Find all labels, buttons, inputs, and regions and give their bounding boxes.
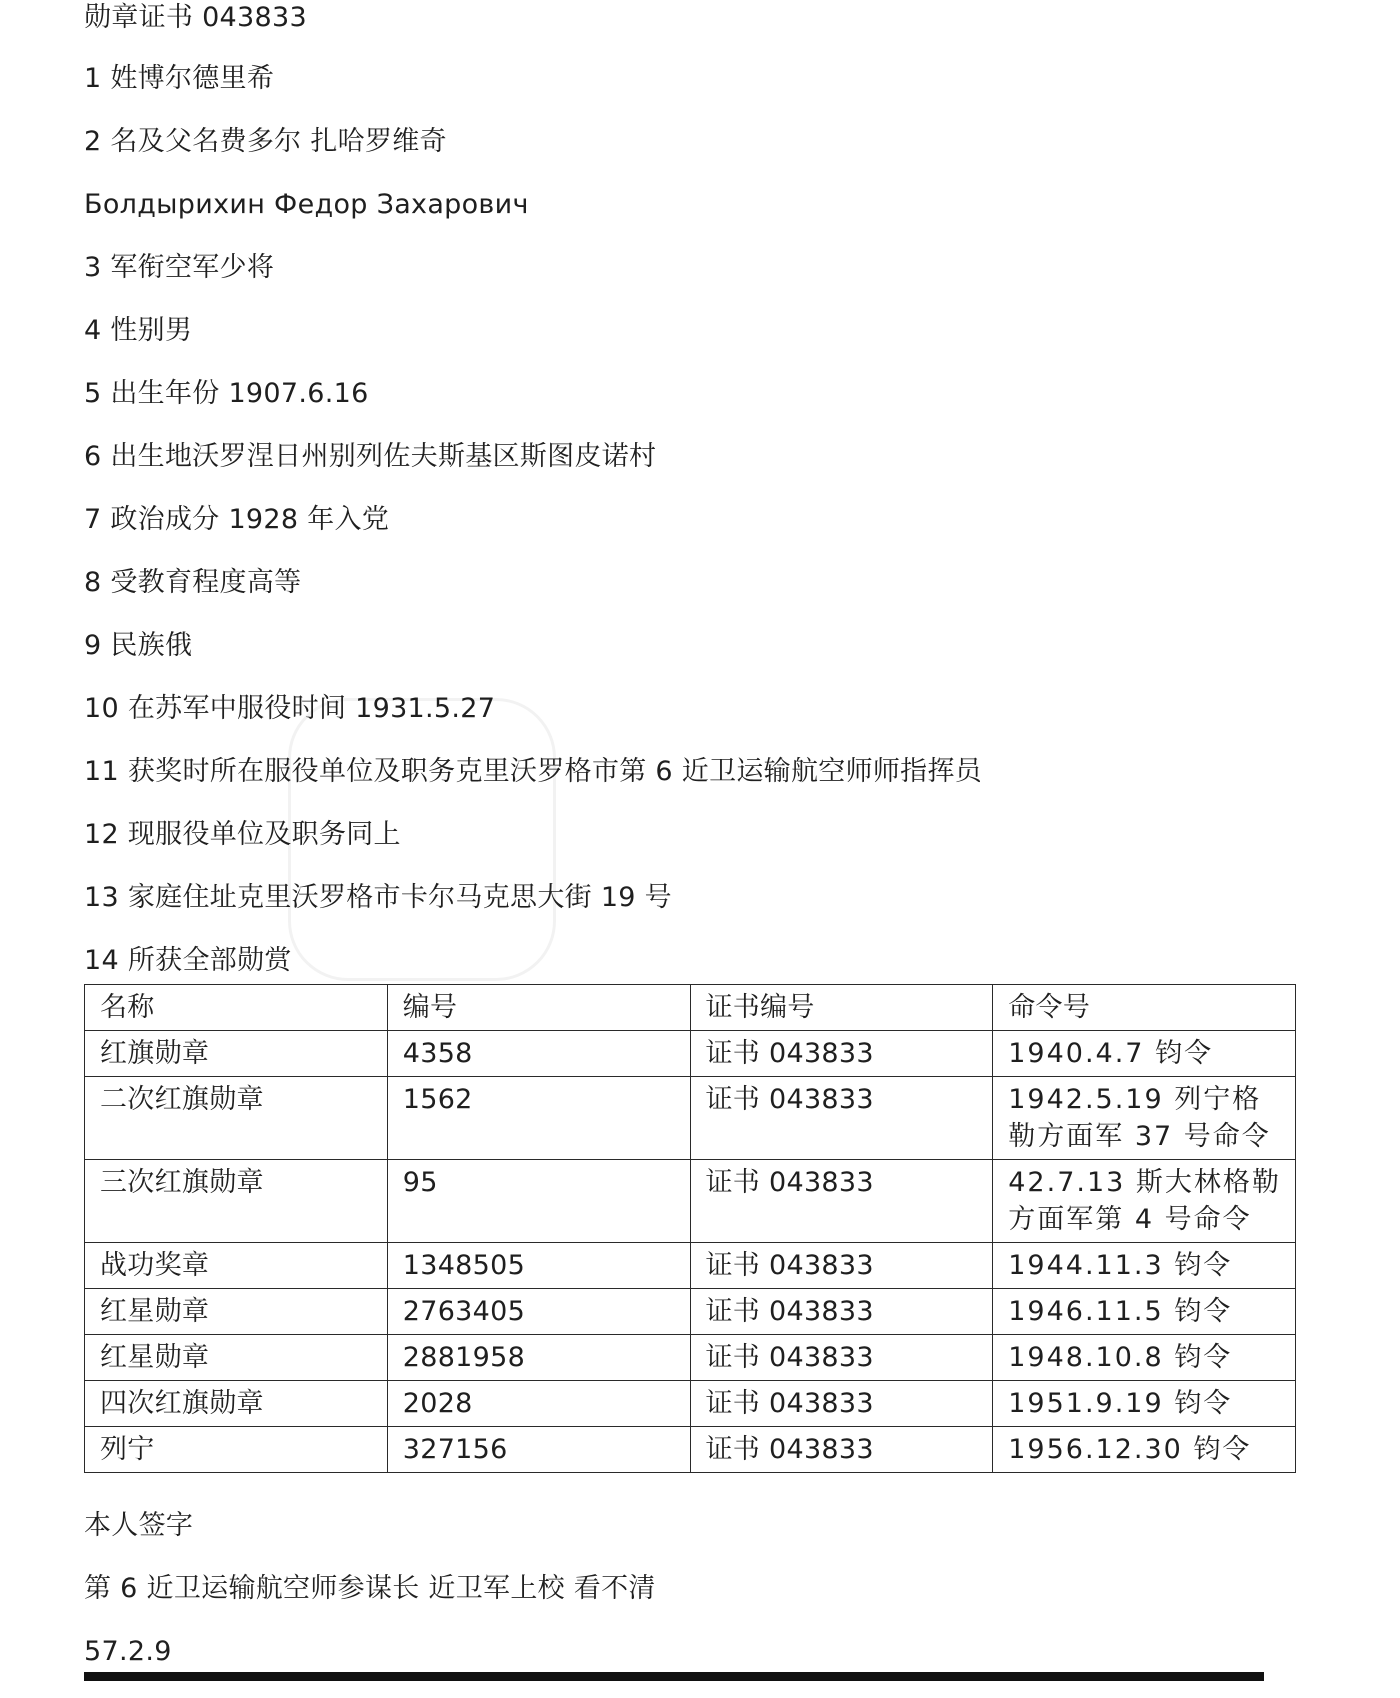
award-number: 327156 — [387, 1427, 690, 1473]
award-number: 4358 — [387, 1031, 690, 1077]
column-header: 编号 — [387, 985, 690, 1031]
award-name: 三次红旗勋章 — [85, 1160, 388, 1243]
bottom-divider — [84, 1672, 1264, 1681]
award-number: 2881958 — [387, 1335, 690, 1381]
table-row — [85, 1289, 1296, 1335]
signature-label: 本人签字 — [84, 1510, 194, 1541]
award-number: 1348505 — [387, 1243, 690, 1289]
field-education: 8 受教育程度高等 — [84, 567, 302, 598]
certificate-number: 证书 043833 — [690, 1381, 993, 1427]
column-header: 证书编号 — [690, 985, 993, 1031]
field-surname: 1 姓博尔德里希 — [84, 63, 275, 94]
table-header-row — [85, 985, 1296, 1031]
award-name: 红星勋章 — [85, 1289, 388, 1335]
certificate-number: 证书 043833 — [690, 1243, 993, 1289]
order-number: 1944.11.3 钧令 — [993, 1243, 1296, 1289]
field-birth-date: 5 出生年份 1907.6.16 — [84, 378, 369, 409]
certificate-title: 勋章证书 043833 — [84, 2, 307, 33]
table-row — [85, 1077, 1296, 1160]
certificate-number: 证书 043833 — [690, 1077, 993, 1160]
certificate-number: 证书 043833 — [690, 1031, 993, 1077]
column-header: 命令号 — [993, 985, 1296, 1031]
award-name: 二次红旗勋章 — [85, 1077, 388, 1160]
certificate-number: 证书 043833 — [690, 1427, 993, 1473]
award-name: 战功奖章 — [85, 1243, 388, 1289]
personal-fields — [84, 62, 982, 944]
field-unit-at-award: 11 获奖时所在服役单位及职务克里沃罗格市第 6 近卫运输航空师师指挥员 — [84, 756, 983, 787]
table-row — [85, 1160, 1296, 1243]
award-name: 红旗勋章 — [85, 1031, 388, 1077]
field-rank: 3 军衔空军少将 — [84, 252, 275, 283]
order-number: 1951.9.19 钧令 — [993, 1381, 1296, 1427]
table-row — [85, 1427, 1296, 1473]
field-birthplace: 6 出生地沃罗涅日州别列佐夫斯基区斯图皮诺村 — [84, 441, 657, 472]
table-row — [85, 1031, 1296, 1077]
order-number: 1942.5.19 列宁格勒方面军 37 号命令 — [993, 1077, 1296, 1160]
award-number: 2763405 — [387, 1289, 690, 1335]
order-number: 1940.4.7 钧令 — [993, 1031, 1296, 1077]
award-name: 列宁 — [85, 1427, 388, 1473]
field-current-unit: 12 现服役单位及职务同上 — [84, 819, 401, 850]
awards-heading: 14 所获全部勋赏 — [84, 945, 292, 976]
field-sex: 4 性别男 — [84, 315, 193, 346]
field-name-patronymic: 2 名及父名费多尔 扎哈罗维奇 — [84, 126, 447, 157]
award-number: 1562 — [387, 1077, 690, 1160]
signature-section — [84, 1509, 656, 1698]
signature-date: 57.2.9 — [84, 1636, 172, 1667]
award-name: 红星勋章 — [85, 1335, 388, 1381]
order-number: 1946.11.5 钧令 — [993, 1289, 1296, 1335]
order-number: 1956.12.30 钧令 — [993, 1427, 1296, 1473]
certificate-number: 证书 043833 — [690, 1335, 993, 1381]
table-row — [85, 1381, 1296, 1427]
table-row — [85, 1335, 1296, 1381]
awards-table — [84, 984, 1296, 1473]
award-number: 95 — [387, 1160, 690, 1243]
table-row — [85, 1243, 1296, 1289]
field-ethnicity: 9 民族俄 — [84, 630, 193, 661]
award-name: 四次红旗勋章 — [85, 1381, 388, 1427]
order-number: 1948.10.8 钧令 — [993, 1335, 1296, 1381]
field-party: 7 政治成分 1928 年入党 — [84, 504, 390, 535]
field-home-address: 13 家庭住址克里沃罗格市卡尔马克思大街 19 号 — [84, 882, 672, 913]
certificate-number: 证书 043833 — [690, 1289, 993, 1335]
field-russian-name: Болдырихин Федор Захарович — [84, 189, 529, 220]
signer-line: 第 6 近卫运输航空师参谋长 近卫军上校 看不清 — [84, 1573, 656, 1604]
order-number: 42.7.13 斯大林格勒方面军第 4 号命令 — [993, 1160, 1296, 1243]
field-service-start: 10 在苏军中服役时间 1931.5.27 — [84, 693, 496, 724]
column-header: 名称 — [85, 985, 388, 1031]
certificate-number: 证书 043833 — [690, 1160, 993, 1243]
award-number: 2028 — [387, 1381, 690, 1427]
